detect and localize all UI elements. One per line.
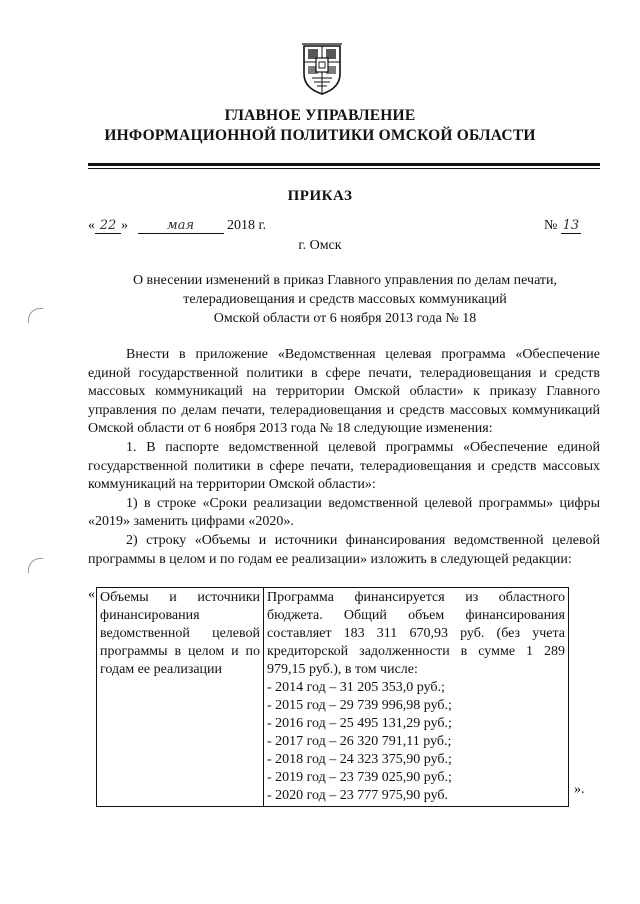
order-subject: [100, 271, 590, 328]
financing-year-item: - 2019 год – 23 739 025,90 руб.;: [267, 770, 452, 785]
financing-year-item: - 2016 год – 25 495 131,29 руб.;: [267, 716, 452, 731]
date-quote-open: «: [88, 218, 95, 233]
date-year: 2018 г.: [227, 218, 267, 233]
header-rule-thick: [88, 163, 600, 166]
financing-year-item: - 2020 год – 23 777 975,90 руб.: [267, 788, 449, 803]
order-number-label: №: [544, 218, 558, 233]
subject-line3: Омской области от 6 ноября 2013 года № 18: [213, 311, 477, 326]
date-quote-close: »: [121, 218, 128, 233]
order-number: [544, 218, 581, 234]
body-paragraph: 1) в строке «Сроки реализации ведомственной целевой программы» цифры «2019» заменить цифрами «2020».: [88, 495, 600, 530]
financing-label-cell: Объемы и источники финансирования ведомственной целевой программы в целом и по годам ее реализации: [97, 588, 264, 807]
financing-intro: Программа финансируется из областного бюджета. Общий объем финансирования составляет 183 311 670,93 руб. (без учета кредиторской задолженности в сумме 1 289 979,15 руб.), в том числе:: [267, 590, 565, 677]
order-number-value: 13: [562, 218, 580, 233]
date-month: мая: [138, 218, 224, 234]
body-paragraph: 1. В паспорте ведомственной целевой программы «Обеспечение единой государственной политики в сфере печати, телерадиовещания и средств массовых коммуникаций на территории Омской области»:: [88, 439, 600, 493]
scan-punch-mark: [28, 308, 43, 323]
subject-line1: О внесении изменений в приказ Главного управления по делам печати,: [132, 273, 558, 288]
financing-year-item: - 2018 год – 24 323 375,90 руб.;: [267, 752, 452, 767]
coat-of-arms-icon: [300, 40, 344, 96]
order-body: [88, 346, 600, 569]
table-row: [97, 588, 569, 807]
body-paragraph: Внести в приложение «Ведомственная целевая программа «Обеспечение единой государственной политики в сфере печати, телерадиовещания и средств массовых коммуникаций на территории Омской области» к приказу Главного управления по делам печати, телерадиовещания и средств массовых коммуникаций Омской области от 6 ноября 2013 года № 18 следующие изменения:: [88, 347, 600, 437]
financing-year-item: - 2014 год – 31 205 353,0 руб.;: [267, 680, 445, 695]
table-open-quote: «: [88, 587, 95, 602]
city: г. Омск: [298, 238, 342, 253]
body-paragraph: 2) строку «Объемы и источники финансирования ведомственной целевой программы в целом и по годам ее реализации» изложить в следующей редакции:: [88, 532, 600, 567]
table-close-quote: ».: [574, 782, 585, 797]
financing-table: [96, 587, 569, 807]
organization-name-line2: ИНФОРМАЦИОННОЙ ПОЛИТИКИ ОМСКОЙ ОБЛАСТИ: [104, 127, 536, 144]
subject-line2: телерадиовещания и средств массовых коммуникаций: [183, 292, 507, 307]
organization-name-line1: ГЛАВНОЕ УПРАВЛЕНИЕ: [224, 107, 416, 124]
financing-year-item: - 2015 год – 29 739 996,98 руб.;: [267, 698, 452, 713]
scan-punch-mark: [28, 558, 43, 573]
financing-year-item: - 2017 год – 26 320 791,11 руб.;: [267, 734, 452, 749]
order-date: [88, 218, 266, 234]
financing-value-cell: [264, 588, 569, 807]
date-day: 22: [95, 218, 121, 234]
document-type: ПРИКАЗ: [287, 188, 353, 204]
header-rule-thin: [88, 168, 600, 169]
